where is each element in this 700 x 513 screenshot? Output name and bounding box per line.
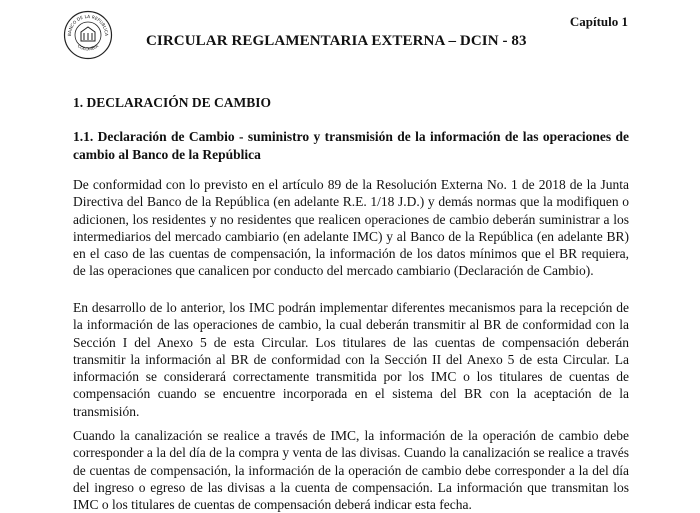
banco-de-la-republica-seal-icon [63,10,113,60]
subsection-heading: 1.1. Declaración de Cambio - suministro y transmisión de la información de las operaciones de cambio al Banco de la República [73,129,629,162]
section-heading: 1. DECLARACIÓN DE CAMBIO [73,95,272,110]
seal-text-bottom: COLOMBIA [76,44,100,53]
body-paragraph: Cuando la canalización se realice a través de IMC, la información de la operación de cambio debe corresponder a la del día de la compra y venta de las divisas. Cuando la canalización se realice a través de cuentas de compensación, la información de la operación de cambio debe corresponder a la del día del ingreso o egreso de las divisas a la cuenta de compensación. La información que transmitan los IMC o los titulares de cuentas de compensación deberá indicar esta fecha. [73,428,629,513]
body-paragraph: En desarrollo de lo anterior, los IMC podrán implementar diferentes mecanismos para la recepción de la información de las operaciones de cambio, la cual deberán transmitir al BR de conformidad con la Sección I del Anexo 5 de esta Circular. Los titulares de las cuentas de compensación deberán transmitir la información al BR de conformidad con la Sección II del Anexo 5 de esta Circular. La información se considerará correctamente transmitida por los IMC o los titulares de cuentas de compensación cuando se encuentre incorporada en el sistema del BR con la aceptación de la transmisión. [73,300,629,419]
circular-title: CIRCULAR REGLAMENTARIA EXTERNA – DCIN - 83 [146,33,527,49]
chapter-label: Capítulo 1 [569,14,628,29]
body-paragraph: De conformidad con lo previsto en el artículo 89 de la Resolución Externa No. 1 de 2018 de la Junta Directiva del Banco de la República (en adelante R.E. 1/18 J.D.) y demás normas que la modifiquen o adicionen, los residentes y no residentes que realicen operaciones de cambio deberán suministrar a los intermediarios del mercado cambiario (en adelante IMC) y al Banco de la República (en adelante BR) en el caso de las cuentas de compensación, la información de los datos mínimos que el BR requiera, de las operaciones que canalicen por conducto del mercado cambiario (Declaración de Cambio). [73,177,629,279]
svg-text:COLOMBIA [76,43,100,52]
seal-text-top: BANCO DE LA REPUBLICA [67,14,109,37]
